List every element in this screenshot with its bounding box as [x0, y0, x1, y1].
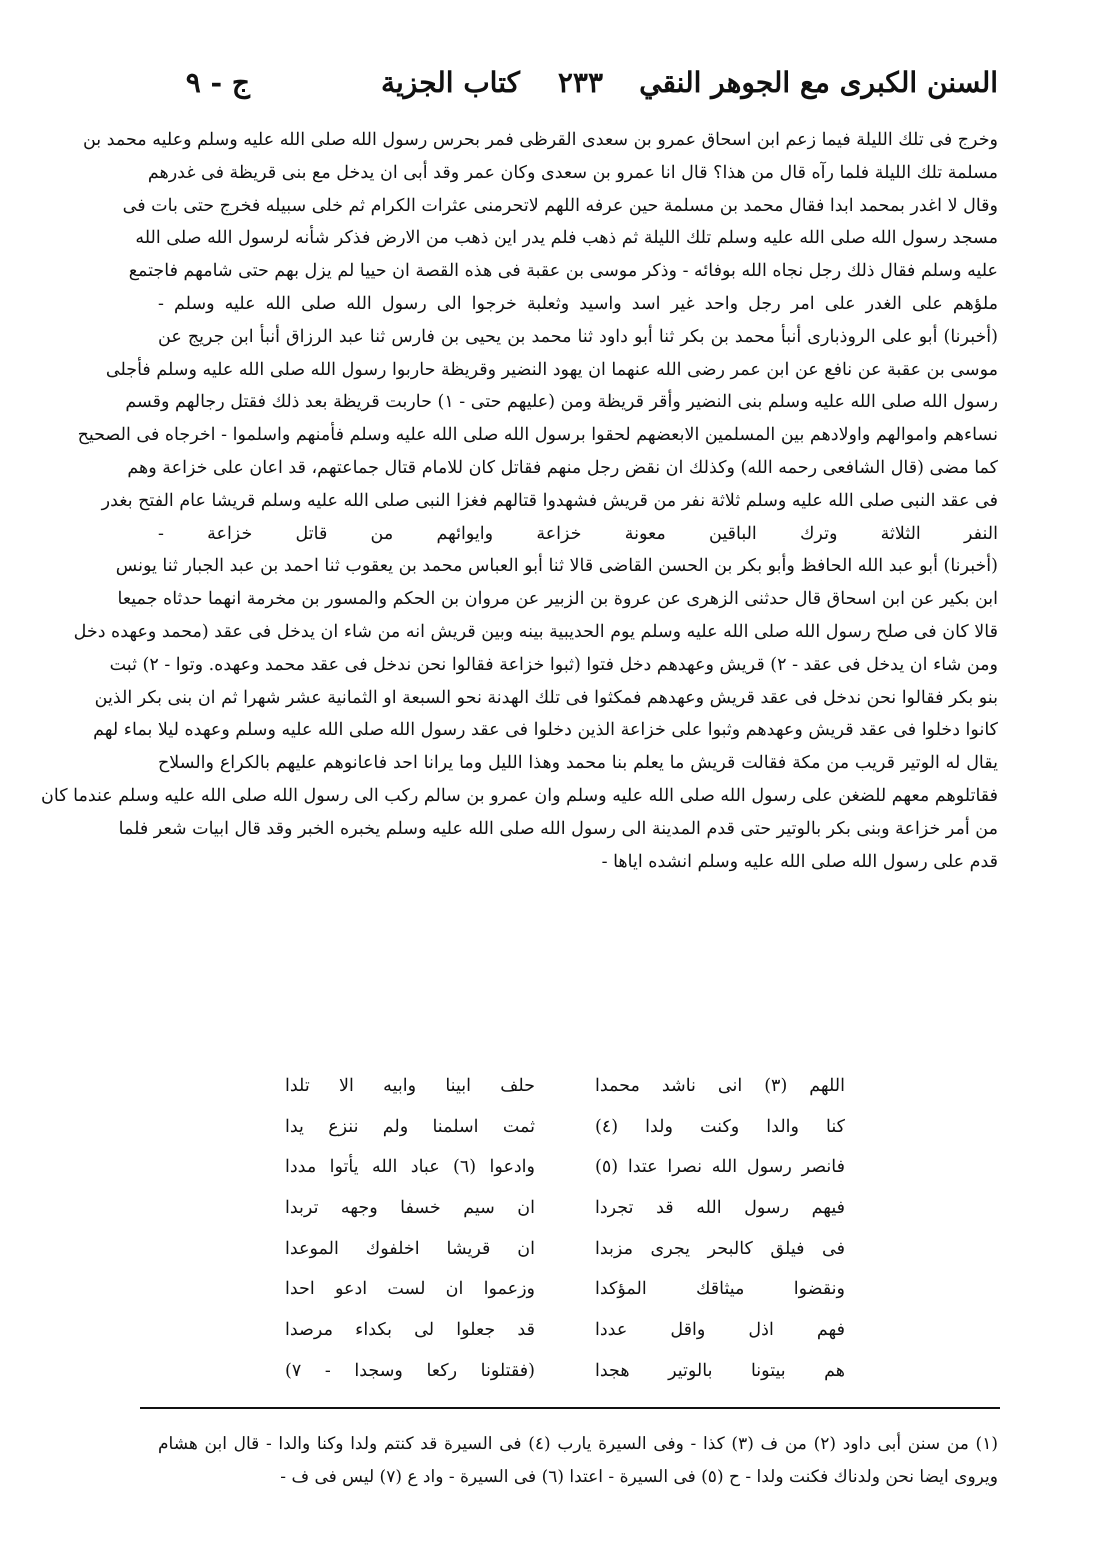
verse-second-hemistich: وزعموا ان لست ادعو احدا — [285, 1279, 535, 1300]
text-line: قالا كان فى صلح رسول الله صلى الله عليه وسلم يوم الحديبية بينه وبين قريش انه من شاء ان يدخل فى عقد (محمد وعهده دخل — [73, 621, 998, 642]
poem-verse — [285, 1269, 845, 1310]
poem-verse — [285, 1147, 845, 1188]
text-line: عليه وسلم فقال ذلك رجل نجاه الله بوفائه - وذكر موسى بن عقبة فى هذه القصة ان حييا لم يزل بهم حتى شامهم فاجتمع — [128, 261, 998, 282]
text-line: (أخبرنا) أبو عبد الله الحافظ وأبو بكر بن الحسن القاضى قالا ثنا أبو العباس محمد بن يعقوب ثنا احمد بن عبد الجبار ثنا يونس — [115, 556, 998, 577]
poem-verse — [285, 1107, 845, 1148]
verse-second-hemistich: ان قريشا اخلفوك الموعدا — [285, 1238, 535, 1259]
text-line: نساءهم واموالهم واولادهم بين المسلمين الابعضهم لحقوا برسول الله صلى الله عليه وسلم فأمنهم واسلموا - اخرجاه فى الصحيح — [77, 425, 998, 446]
verse-first-hemistich: كنا والدا وكنت ولدا (٤) — [595, 1116, 845, 1137]
text-line: من أمر خزاعة وبنى بكر بالوتير حتى قدم المدينة الى رسول الله صلى الله عليه وسلم يخبره الخبر وقد قال ابيات شعر فلما — [118, 818, 998, 839]
text-line: فى عقد النبى صلى الله عليه وسلم ثلاثة نفر من قريش فشهدوا قتالهم فغزا النبى صلى الله عليه وسلم قريشا عام الفتح بغدر — [101, 490, 998, 511]
chapter-title: كتاب الجزية — [380, 66, 520, 99]
verse-first-hemistich: هم بيتونا بالوتير هجدا — [595, 1360, 845, 1381]
poem-verse — [285, 1066, 845, 1107]
text-line: ابن بكير عن ابن اسحاق قال حدثنى الزهرى عن عروة بن الزبير عن مروان بن الحكم والمسور بن مخرمة انهما حدثاه جميعا — [117, 589, 998, 610]
volume-number: ج - ٩ — [185, 66, 250, 99]
text-line: مسلمة تلك الليلة فلما رآه قال من هذا؟ قال انا عمرو بن سعدى وكان عمر وقد أبى ان يدخل مع بنى قريظة فى غدرهم — [147, 162, 998, 183]
text-line: (أخبرنا) أبو على الروذبارى أنبأ محمد بن بكر ثنا أبو داود ثنا محمد بن يحيى بن فارس ثنا عبد الرزاق أنبأ ابن جريج عن — [158, 326, 998, 347]
text-line: بنو بكر فقالوا نحن ندخل فى عقد قريش وعهدهم فمكثوا فى تلك الهدنة نحو السبعة او الثمانية عشر شهرا ثم ان بنى بكر الذين — [94, 687, 998, 708]
footnote-divider — [140, 1407, 1000, 1409]
verse-second-hemistich: وادعوا (٦) عباد الله يأتوا مددا — [285, 1157, 535, 1178]
text-line: كانوا دخلوا فى عقد قريش وعهدهم وثبوا على خزاعة الذين دخلوا فى عقد رسول الله صلى الله عليه وسلم وعهده ليلا بماء لهم — [93, 720, 998, 741]
text-line: ملؤهم على الغدر على امر رجل واحد غير اسد واسيد وثعلبة خرجوا الى رسول الله صلى الله عليه وسلم - — [158, 293, 998, 314]
footnote-line: (١) من سنن أبى داود (٢) من ف (٣) كذا - وفى السيرة يارب (٤) فى السيرة قد كنتم ولدا وكنا والدا - قال ابن هشام — [158, 1434, 998, 1454]
verse-first-hemistich: فهم اذل واقل عددا — [595, 1320, 845, 1341]
page-number: ٢٣٣ — [557, 66, 603, 99]
verse-second-hemistich: ثمت اسلمنا ولم ننزع يدا — [285, 1116, 535, 1137]
text-line: وخرج فى تلك الليلة فيما زعم ابن اسحاق عمرو بن سعدى القرظى فمر بحرس رسول الله صلى الله عليه وسلم وعليه محمد بن — [82, 130, 998, 150]
main-text — [41, 124, 998, 878]
poem-verse — [285, 1188, 845, 1229]
poem-verse — [285, 1351, 845, 1392]
text-line: وقال لا اغدر بمحمد ابدا فقال محمد بن مسلمة حين عرفه اللهم لاتحرمنى عثرات الكرام ثم خلى سبيله فخرج حتى بات فى — [122, 195, 998, 216]
poem — [285, 1066, 845, 1392]
poem-verse — [285, 1310, 845, 1351]
text-line: فقاتلوهم معهم للضغن على رسول الله صلى الله عليه وسلم وان عمرو بن سالم ركب الى رسول الله صلى الله عليه وسلم عندما كان — [41, 785, 998, 806]
footnotes — [158, 1428, 998, 1494]
text-line: رسول الله صلى الله عليه وسلم بنى النضير وأقر قريظة ومن (عليهم حتى - ١) حاربت قريظة بعد ذلك فقتل رجالهم وقسم — [125, 392, 998, 413]
verse-first-hemistich: فانصر رسول الله نصرا عتدا (٥) — [595, 1157, 845, 1178]
book-title: السنن الكبرى مع الجوهر النقي — [639, 66, 998, 99]
text-line: مسجد رسول الله صلى الله عليه وسلم تلك الليلة ثم ذهب فلم يدر اين ذهب من الارض فذكر شأنه لرسول الله صلى الله — [135, 228, 998, 249]
verse-first-hemistich: فى فيلق كالبحر يجرى مزبدا — [595, 1238, 845, 1259]
verse-first-hemistich: اللهم (٣) انى ناشد محمدا — [595, 1076, 845, 1096]
poem-verse — [285, 1229, 845, 1270]
verse-first-hemistich: ونقضوا ميثاقك المؤكدا — [595, 1279, 845, 1300]
verse-second-hemistich: قد جعلوا لى بكداء مرصدا — [285, 1320, 535, 1341]
verse-second-hemistich: (فقتلونا ركعا وسجدا - ٧) — [285, 1360, 535, 1381]
page-header — [168, 62, 998, 112]
text-line: كما مضى (قال الشافعى رحمه الله) وكذلك ان نقض رجل منهم فقاتل كان للامام قتال جماعتهم، قد اعان على خزاعة وهم — [127, 457, 998, 478]
verse-second-hemistich: ان سيم خسفا وجهه تربدا — [285, 1198, 535, 1219]
verse-second-hemistich: حلف ابينا وابيه الا تلدا — [285, 1076, 535, 1096]
footnote-line: ويروى ايضا نحن ولدناك فكنت ولدا - ح (٥) فى السيرة - اعتدا (٦) فى السيرة - واد ع (٧) ليس فى ف - — [280, 1467, 998, 1487]
text-line: قدم على رسول الله صلى الله عليه وسلم انشده اياها - — [601, 851, 998, 872]
text-line: موسى بن عقبة عن نافع عن ابن عمر رضى الله عنهما ان يهود النضير وقريظة حاربوا رسول الله صلى الله عليه وسلم فأجلى — [105, 359, 998, 380]
text-line: النفر الثلاثة وترك الباقين معونة خزاعة وايوائهم من قاتل خزاعة - — [158, 523, 998, 544]
text-line: ومن شاء ان يدخل فى عقد - ٢) قريش وعهدهم دخل فتوا (ثبوا خزاعة فقالوا نحن ندخل فى عقد محمد وعهده. وتوا - ٢) ثبت — [109, 654, 998, 675]
verse-first-hemistich: فيهم رسول الله قد تجردا — [595, 1198, 845, 1219]
text-line: يقال له الوتير قريب من مكة فقالت قريش ما يعلم بنا محمد وهذا الليل وما يرانا احد فاعانوهم عليهم بالكراع والسلاح — [158, 753, 998, 774]
